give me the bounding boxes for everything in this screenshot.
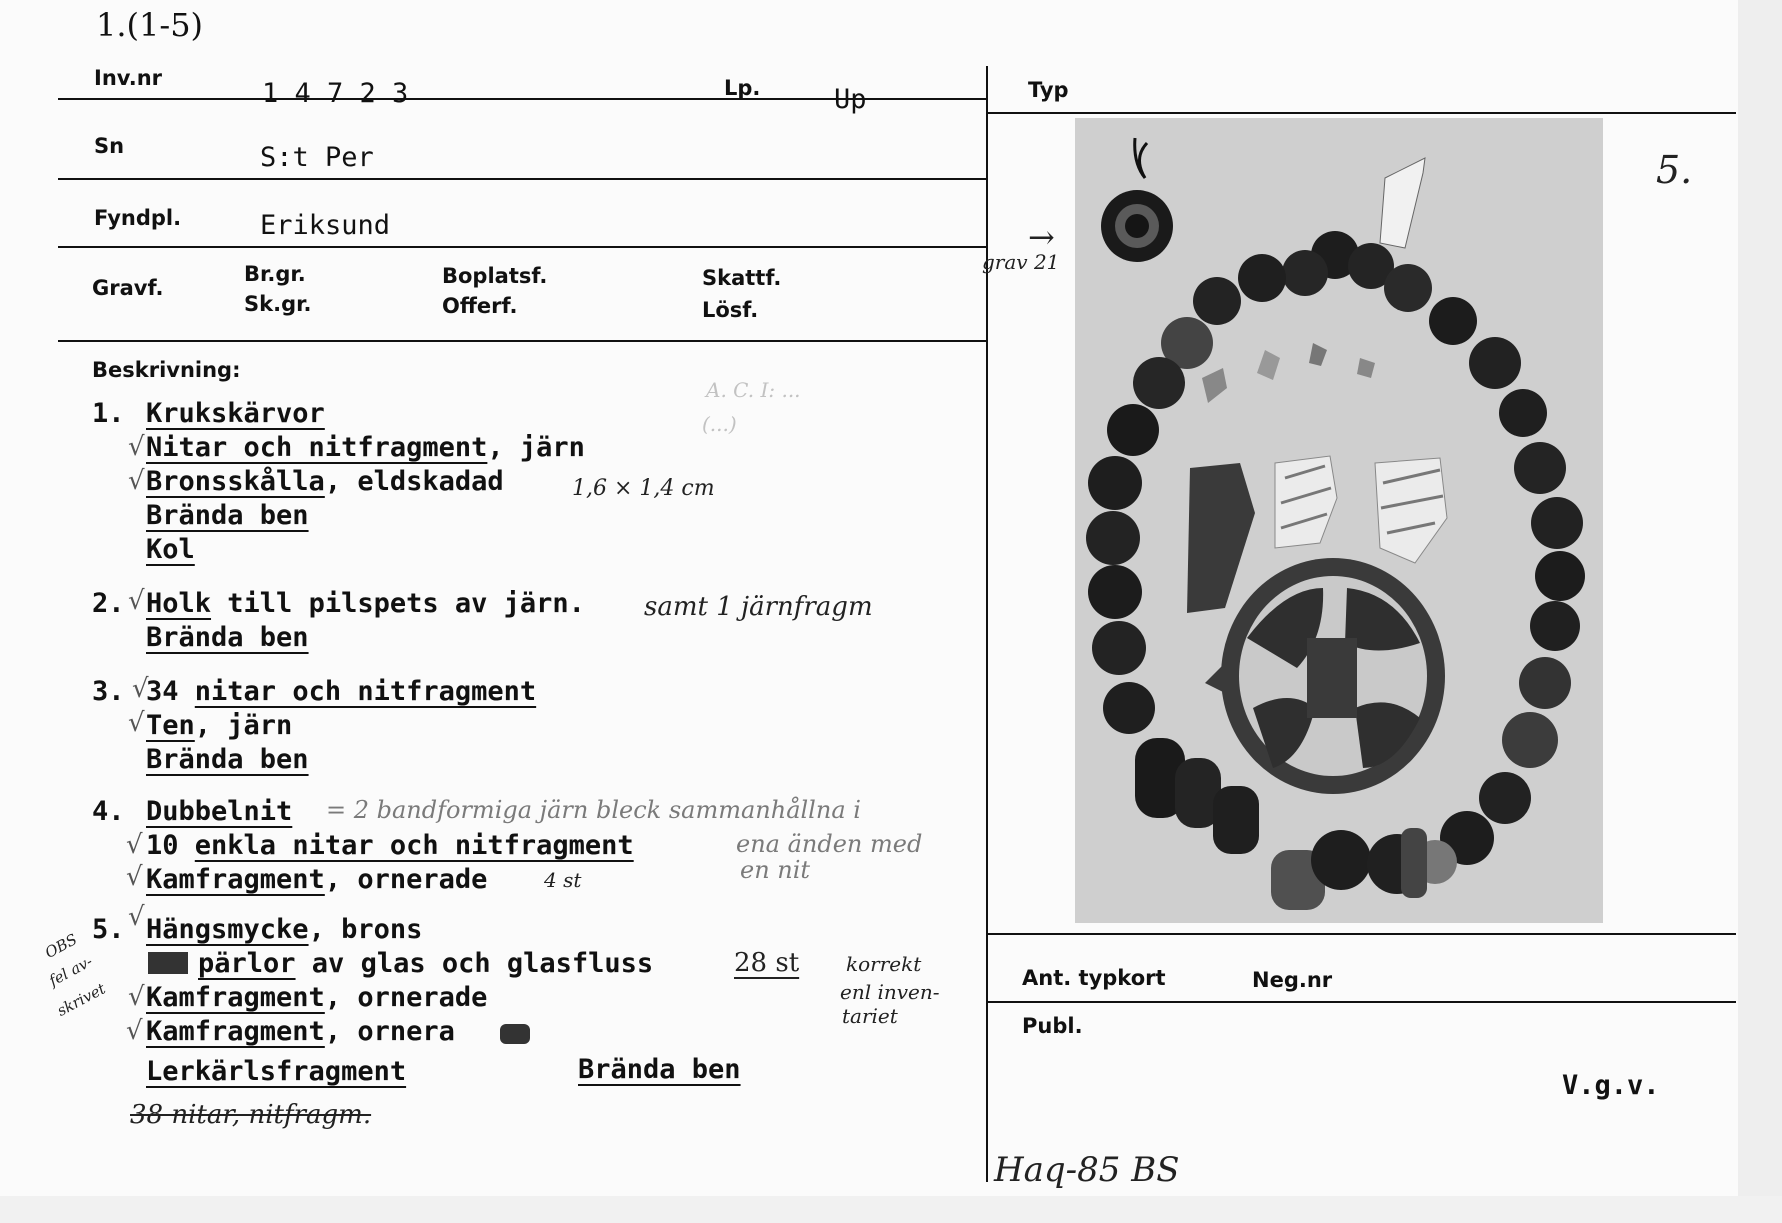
handwritten-note: = 2 bandformiga järn bleck sammanhållna i	[326, 796, 861, 824]
handwritten-note: tariet	[842, 1004, 898, 1028]
item-number: 2.	[92, 588, 125, 619]
fyndpl-label: Fyndpl.	[94, 206, 182, 230]
handwritten-note: OBS	[42, 930, 81, 962]
handwritten-note: ena änden med	[736, 830, 923, 858]
description-rest: , ornera	[324, 1016, 455, 1047]
description-term: pärlor	[198, 948, 296, 979]
description-term: Hängsmycke	[146, 914, 309, 945]
handwritten-note: fel av-	[46, 952, 96, 990]
handwritten-note: en nit	[740, 856, 811, 884]
check-mark: √	[128, 432, 145, 462]
lp-value: Up	[834, 84, 867, 115]
vgv-label: V.g.v.	[1562, 1070, 1660, 1101]
description-count: 10	[146, 830, 195, 861]
description-term: Kamfragment	[146, 864, 325, 895]
description-term: Ten	[146, 710, 195, 741]
inv-nr-label: Inv.nr	[94, 66, 163, 90]
item-number: 5.	[92, 914, 125, 945]
description-line	[198, 948, 653, 979]
description-term: Kamfragment	[146, 1016, 325, 1047]
rule-line	[58, 178, 986, 180]
handwritten-note: enl inven-	[840, 980, 940, 1004]
losf-label: Lösf.	[702, 298, 759, 322]
rule-line	[986, 933, 1736, 935]
description-rest: , brons	[308, 914, 423, 945]
offerf-label: Offerf.	[442, 294, 518, 318]
description-term: Bronsskålla	[146, 466, 325, 497]
arrow-icon: →	[1028, 218, 1055, 256]
description-line: Lerkärlsfragment	[146, 1056, 407, 1087]
description-rest: , ornerade	[324, 982, 488, 1013]
faint-note: A. C. I: ...	[706, 378, 801, 402]
check-mark: √	[126, 1016, 143, 1046]
check-mark: √	[128, 902, 145, 932]
check-mark: √	[128, 466, 145, 496]
beskrivning-label: Beskrivning:	[92, 358, 241, 382]
description-term: nitar och nitfragment	[194, 676, 537, 707]
handwritten-note: 1,6 × 1,4 cm	[572, 476, 715, 501]
description-line	[146, 588, 585, 619]
check-mark: √	[128, 982, 145, 1012]
check-mark: √	[132, 674, 149, 704]
boplatsf-label: Boplatsf.	[442, 264, 548, 288]
card-edge-bottom	[0, 1196, 1782, 1223]
check-mark: √	[126, 862, 143, 892]
description-line	[146, 1016, 455, 1047]
card-number: 1.(1-5)	[96, 6, 204, 44]
description-line	[146, 864, 487, 895]
handwritten-signature: Haq-85 BS	[994, 1150, 1180, 1190]
artefact-photo	[1075, 118, 1603, 923]
faint-note: (...)	[702, 412, 737, 436]
description-term: Holk	[146, 588, 212, 619]
photo-number: 5.	[1656, 148, 1693, 192]
handwritten-note: korrekt	[846, 952, 922, 976]
description-term: Nitar och nitfragment	[146, 432, 488, 463]
check-mark: √	[126, 830, 143, 860]
typ-label: Typ	[1028, 78, 1069, 102]
sk-gr-label: Sk.gr.	[244, 292, 312, 316]
description-rest: , eldskadad	[324, 466, 504, 497]
item-number: 1.	[92, 398, 125, 429]
description-rest: , järn	[487, 432, 585, 463]
description-rest: , järn	[194, 710, 293, 741]
description-line	[146, 432, 585, 463]
lp-label: Lp.	[724, 76, 761, 100]
check-mark: √	[128, 708, 145, 738]
ant-typkort-label: Ant. typkort	[1022, 966, 1166, 990]
gravf-label: Gravf.	[92, 276, 164, 300]
description-term: enkla nitar och nitfragment	[194, 830, 634, 861]
description-rest: , ornerade	[324, 864, 488, 895]
item-number: 4.	[92, 796, 125, 827]
description-line	[146, 830, 634, 861]
ink-blot	[500, 1024, 530, 1044]
rule-line	[986, 112, 1736, 114]
handwritten-note: 28 st	[734, 948, 800, 978]
description-line	[146, 914, 422, 945]
artefact-photo-drawing	[1075, 118, 1603, 923]
br-gr-label: Br.gr.	[244, 262, 306, 286]
description-rest: av glas och glasfluss	[295, 948, 654, 979]
fyndpl-value: Eriksund	[260, 210, 391, 241]
description-line	[146, 982, 487, 1013]
card-edge-right	[1738, 0, 1782, 1223]
description-count: 34	[146, 676, 195, 707]
column-divider	[986, 66, 988, 1182]
description-line: Dubbelnit	[146, 796, 293, 827]
description-line	[146, 710, 292, 741]
rule-line	[58, 340, 986, 342]
description-line	[146, 466, 504, 497]
handwritten-note: 4 st	[544, 868, 582, 892]
sn-label: Sn	[94, 134, 125, 158]
struck-count	[148, 952, 188, 974]
handwritten-note: skrivet	[54, 979, 109, 1020]
sn-value: S:t Per	[260, 142, 374, 173]
description-line: Brända ben	[578, 1054, 741, 1085]
publ-label: Publ.	[1022, 1014, 1083, 1038]
rule-line	[58, 246, 986, 248]
handwritten-note: 38 nitar, nitfragm.	[130, 1100, 372, 1130]
description-line: Krukskärvor	[146, 398, 325, 429]
inv-nr-value: 1 4 7 2 3	[262, 78, 409, 109]
description-line	[146, 676, 536, 707]
item-number: 3.	[92, 676, 125, 707]
description-line: Brända ben	[146, 500, 309, 531]
description-line: Kol	[146, 534, 195, 565]
rule-line	[986, 1001, 1736, 1003]
description-rest: till pilspets av järn.	[211, 588, 585, 619]
handwritten-note: grav 21	[982, 250, 1060, 274]
handwritten-note: samt 1 järnfragm	[644, 592, 873, 622]
description-line: Brända ben	[146, 744, 309, 775]
description-term: Kamfragment	[146, 982, 325, 1013]
check-mark: √	[128, 586, 145, 616]
description-line: Brända ben	[146, 622, 309, 653]
neg-nr-label: Neg.nr	[1252, 968, 1333, 992]
skattf-label: Skattf.	[702, 266, 782, 290]
